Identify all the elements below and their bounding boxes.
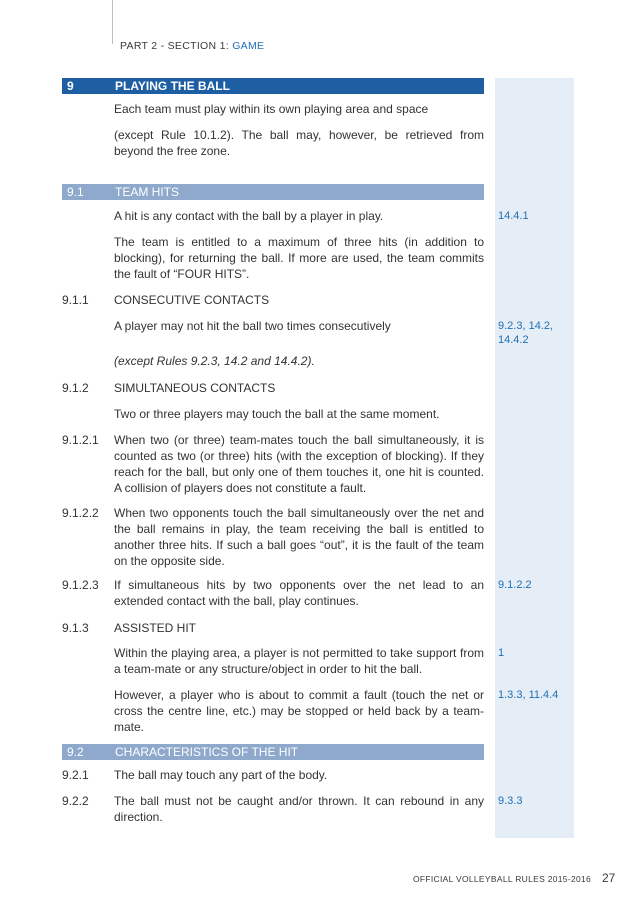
- rule-reference: 1.3.3, 11.4.4: [498, 689, 559, 701]
- rule-number: 9.1.2: [62, 381, 89, 395]
- paragraph: The team is entitled to a maximum of three hits (in addition to blocking), for returning the ball. If more are used, the team commits the fault of “FOUR HITS”.: [114, 235, 484, 281]
- rule-number: 9.1.2.2: [62, 506, 99, 520]
- paragraph: When two opponents touch the ball simultaneously over the net and the ball remains in play, the team receiving the ball is entitled to another three hits. If such a ball goes “out”, it is the fault of the team on the opposite side.: [114, 506, 484, 568]
- header-section: GAME: [232, 40, 265, 52]
- paragraph: (except Rules 9.2.3, 14.2 and 14.4.2).: [114, 354, 315, 368]
- rule-reference: 9.2.3, 14.2, 14.4.2: [498, 320, 554, 346]
- section-number: 9: [67, 79, 74, 93]
- section-title: PLAYING THE BALL: [115, 79, 230, 93]
- rule-title: SIMULTANEOUS CONTACTS: [114, 381, 276, 395]
- section-heading-9-2: [62, 744, 484, 760]
- paragraph: The ball must not be caught and/or thrown. It can rebound in any direction.: [114, 794, 484, 824]
- header-part: PART 2 - SECTION 1:: [120, 40, 229, 52]
- rule-number: 9.1.2.3: [62, 578, 99, 592]
- rule-number: 9.2.1: [62, 768, 89, 782]
- reference-column: [495, 78, 574, 838]
- rule-title: CONSECUTIVE CONTACTS: [114, 293, 270, 307]
- section-heading-9-1: [62, 184, 484, 200]
- section-number: 9.1: [67, 185, 84, 199]
- rule-reference: 9.3.3: [498, 795, 523, 807]
- paragraph: When two (or three) team-mates touch the ball simultaneously, it is counted as two (or three) hits (with the exception of blocking). If they reach for the ball, but only one of them touches it, one hit is counted. A collision of players does not constitute a fault.: [114, 433, 484, 495]
- rule-reference: 1: [498, 647, 505, 659]
- paragraph: A hit is any contact with the ball by a player in play.: [114, 209, 384, 223]
- page-header: [120, 40, 264, 52]
- paragraph: The ball may touch any part of the body.: [114, 768, 328, 782]
- section-number: 9.2: [67, 745, 84, 759]
- rule-reference: 9.1.2.2: [498, 579, 532, 591]
- page-number: 27: [602, 871, 616, 885]
- section-title: CHARACTERISTICS OF THE HIT: [115, 745, 299, 759]
- section-heading-9: [62, 78, 484, 94]
- header-divider: [112, 0, 113, 44]
- paragraph: A player may not hit the ball two times consecutively: [114, 319, 391, 333]
- rule-reference: 14.4.1: [498, 210, 529, 222]
- rule-number: 9.1.2.1: [62, 433, 99, 447]
- page-footer: OFFICIAL VOLLEYBALL RULES 2015-2016: [413, 874, 592, 884]
- paragraph: Each team must play within its own playing area and space: [114, 102, 429, 116]
- paragraph: Within the playing area, a player is not permitted to take support from a team-mate or any structure/object in order to hit the ball.: [114, 646, 484, 676]
- paragraph: Two or three players may touch the ball at the same moment.: [114, 407, 440, 421]
- paragraph: (except Rule 10.1.2). The ball may, however, be retrieved from beyond the free zone.: [114, 128, 484, 158]
- section-title: TEAM HITS: [115, 185, 180, 199]
- rule-number: 9.2.2: [62, 794, 89, 808]
- paragraph: If simultaneous hits by two opponents over the net lead to an extended contact with the ball, play continues.: [114, 578, 484, 608]
- rule-title: ASSISTED HIT: [114, 621, 197, 635]
- rule-number: 9.1.1: [62, 293, 89, 307]
- rule-number: 9.1.3: [62, 621, 89, 635]
- paragraph: However, a player who is about to commit a fault (touch the net or cross the centre line, etc.) may be stopped or held back by a team-mate.: [114, 688, 484, 734]
